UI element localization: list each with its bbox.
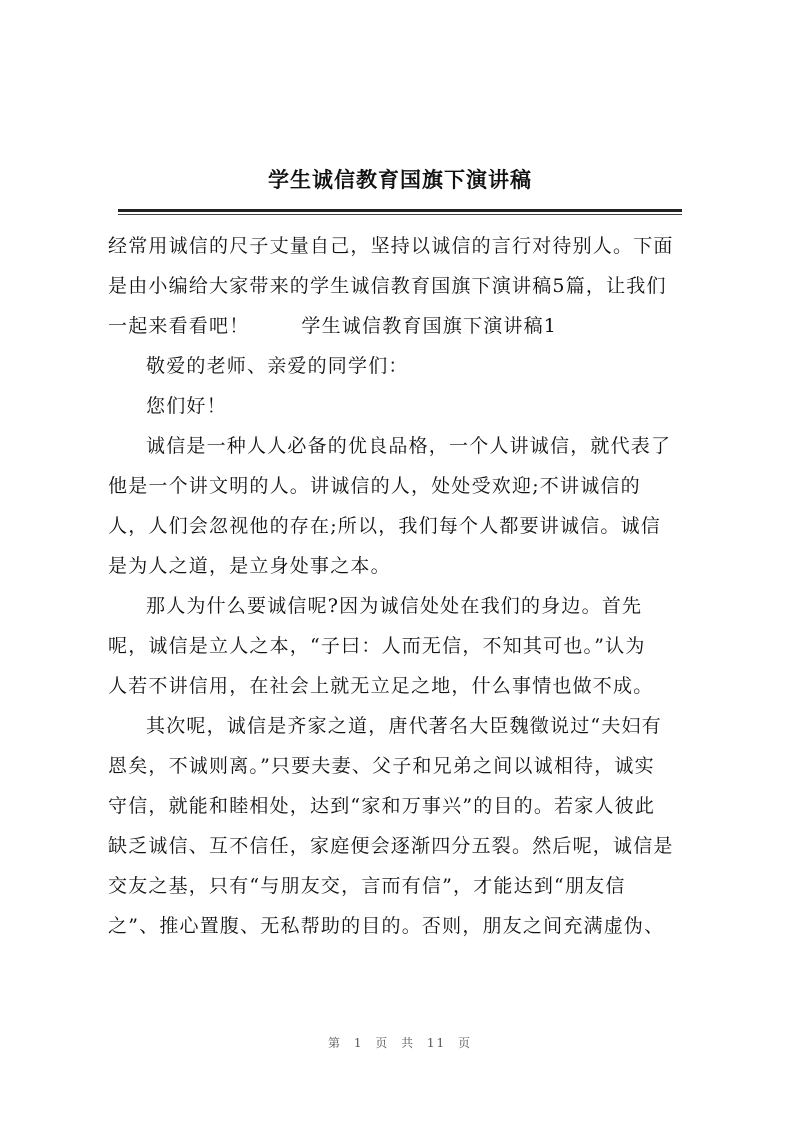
page-number-footer: 第 1 页 共 11 页 bbox=[328, 1036, 472, 1050]
body-line-11: 呢，诚信是立人之本，“子曰：人而无信，不知其可也。”认为 bbox=[108, 635, 646, 657]
body-line-3 bbox=[108, 306, 708, 346]
body-line-9: 是为人之道，是立身处事之本。 bbox=[108, 555, 391, 577]
document-title: 学生诚信教育国旗下演讲稿 bbox=[268, 167, 532, 192]
body-line-6: 诚信是一种人人必备的优良品格，一个人讲诚信，就代表了 bbox=[146, 435, 672, 457]
document-body bbox=[108, 226, 708, 946]
section-heading-1: 学生诚信教育国旗下演讲稿1 bbox=[301, 315, 558, 337]
body-line-10: 那人为什么要诚信呢?因为诚信处处在我们的身边。首先 bbox=[146, 595, 643, 617]
body-line-15: 守信，就能和睦相处，达到“家和万事兴”的目的。若家人彼此 bbox=[108, 795, 656, 817]
title-underline-thin bbox=[118, 214, 682, 215]
title-underline-thick bbox=[118, 209, 682, 212]
intro-closing: 一起来看看吧！ bbox=[108, 315, 250, 337]
body-line-17: 交友之基，只有“与朋友交，言而有信”，才能达到“朋友信 bbox=[108, 875, 626, 897]
body-line-18: 之”、推心置腹、无私帮助的目的。否则，朋友之间充满虚伪、 bbox=[108, 915, 665, 937]
body-line-7: 他是一个讲文明的人。讲诚信的人，处处受欢迎;不讲诚信的 bbox=[108, 475, 641, 497]
body-line-8: 人，人们会忽视他的存在;所以，我们每个人都要讲诚信。诚信 bbox=[108, 515, 662, 537]
body-line-14: 恩矣，不诚则离。”只要夫妻、父子和兄弟之间以诚相待，诚实 bbox=[108, 755, 655, 777]
salutation: 敬爱的老师、亲爱的同学们： bbox=[146, 355, 409, 377]
body-line-12: 人若不讲信用，在社会上就无立足之地，什么事情也做不成。 bbox=[108, 675, 654, 697]
body-line-2: 是由小编给大家带来的学生诚信教育国旗下演讲稿5篇，让我们 bbox=[108, 275, 667, 297]
body-line-1: 经常用诚信的尺子丈量自己，坚持以诚信的言行对待别人。下面 bbox=[108, 235, 674, 257]
body-line-16: 缺乏诚信、互不信任，家庭便会逐渐四分五裂。然后呢，诚信是 bbox=[108, 835, 674, 857]
greeting: 您们好！ bbox=[146, 395, 227, 417]
body-line-13: 其次呢，诚信是齐家之道，唐代著名大臣魏徵说过“夫妇有 bbox=[146, 715, 662, 737]
